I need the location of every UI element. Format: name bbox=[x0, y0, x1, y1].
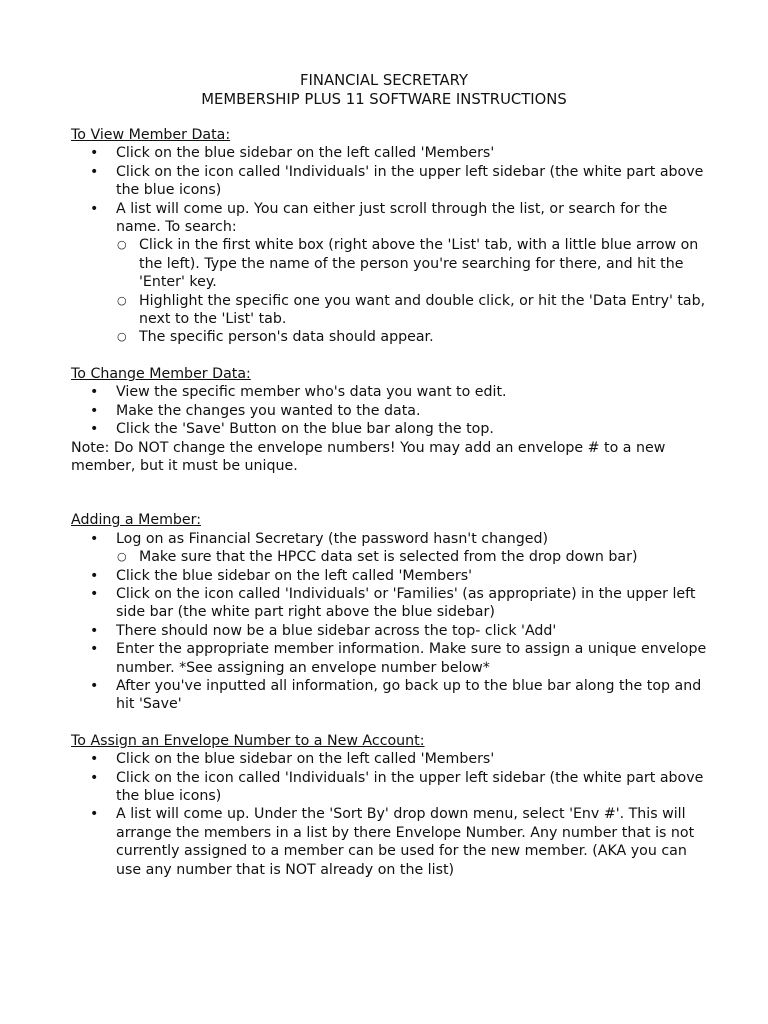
sub-list-item bbox=[116, 328, 711, 346]
sub-bullet-list bbox=[116, 548, 711, 566]
bullet-list bbox=[71, 383, 711, 438]
list-item-text: Click on the icon called 'Individuals' or 'Families' (as appropriate) in the upper left side bar (the white part right above the blue sidebar) bbox=[116, 585, 696, 621]
title-line-1: FINANCIAL SECRETARY bbox=[300, 72, 468, 89]
sub-list-item-text: Click in the first white box (right above the 'List' tab, with a little blue arrow on the left). Type the name of the person you're searching for there, and hit the 'Enter' key. bbox=[139, 237, 699, 291]
bullet-icon: • bbox=[90, 530, 99, 547]
list-item bbox=[71, 769, 711, 806]
bullet-icon: • bbox=[90, 622, 99, 639]
list-item bbox=[71, 640, 711, 677]
list-item-text: A list will come up. You can either just scroll through the list, or search for the name. To search: bbox=[116, 200, 668, 236]
list-item-text: There should now be a blue sidebar across the top- click 'Add' bbox=[116, 622, 557, 639]
bullet-icon: • bbox=[90, 751, 99, 768]
section-heading: To Assign an Envelope Number to a New Account: bbox=[71, 732, 425, 749]
list-item bbox=[71, 144, 711, 162]
sub-list-item bbox=[116, 292, 711, 329]
section-heading: To View Member Data: bbox=[71, 127, 231, 143]
sub-list-item-text: Highlight the specific one you want and double click, or hit the 'Data Entry' tab, next to the 'List' tab. bbox=[139, 292, 706, 328]
spacer bbox=[71, 714, 711, 732]
list-item-text: Click on the blue sidebar on the left called 'Members' bbox=[116, 751, 495, 768]
bullet-list bbox=[71, 750, 711, 879]
bullet-icon: • bbox=[90, 677, 99, 694]
list-item-text: Click on the icon called 'Individuals' in the upper left sidebar (the white part above the blue icons) bbox=[116, 769, 704, 804]
list-item bbox=[71, 567, 711, 585]
list-item-text: Click on the blue sidebar on the left called 'Members' bbox=[116, 145, 495, 162]
bullet-icon: • bbox=[90, 163, 99, 180]
section-change-member-data bbox=[71, 365, 711, 475]
bullet-icon: • bbox=[90, 421, 99, 438]
bullet-list bbox=[71, 530, 711, 714]
list-item bbox=[71, 622, 711, 640]
bullet-icon: • bbox=[90, 769, 99, 786]
bullet-list bbox=[71, 144, 711, 346]
list-item-text: After you've inputted all information, go back up to the blue bar along the top and hit 'Save' bbox=[116, 677, 702, 713]
title-line-2: MEMBERSHIP PLUS 11 SOFTWARE INSTRUCTIONS bbox=[201, 91, 567, 108]
list-item-text: Log on as Financial Secretary (the password hasn't changed) bbox=[116, 530, 549, 547]
section-view-member-data bbox=[71, 126, 711, 347]
bullet-icon: • bbox=[90, 585, 99, 602]
circle-bullet-icon: ○ bbox=[117, 550, 127, 564]
section-heading: Adding a Member: bbox=[71, 512, 202, 529]
list-item bbox=[71, 383, 711, 401]
sub-list-item bbox=[116, 548, 711, 566]
document-title bbox=[0, 71, 768, 109]
list-item bbox=[71, 163, 711, 200]
bullet-icon: • bbox=[90, 641, 99, 658]
list-item-text: Click on the icon called 'Individuals' in the upper left sidebar (the white part above the blue icons) bbox=[116, 163, 704, 199]
circle-bullet-icon: ○ bbox=[117, 238, 127, 252]
section-adding-member bbox=[71, 511, 711, 713]
sub-list-item bbox=[116, 236, 711, 291]
bullet-icon: • bbox=[90, 145, 99, 162]
spacer bbox=[71, 347, 711, 365]
list-item-text: Click the 'Save' Button on the blue bar along the top. bbox=[116, 421, 494, 438]
list-item bbox=[71, 805, 711, 879]
sub-list-item-text: Make sure that the HPCC data set is selected from the drop down bar) bbox=[139, 549, 638, 566]
section-heading: To Change Member Data: bbox=[71, 365, 251, 382]
sub-bullet-list bbox=[116, 236, 711, 346]
circle-bullet-icon: ○ bbox=[117, 330, 127, 344]
bullet-icon: • bbox=[90, 384, 99, 401]
spacer bbox=[71, 475, 711, 511]
list-item bbox=[71, 585, 711, 622]
section-assign-envelope-number bbox=[71, 732, 711, 879]
circle-bullet-icon: ○ bbox=[117, 293, 127, 307]
list-item-text: A list will come up. Under the 'Sort By' drop down menu, select 'Env #'. This will arrange the members in a list by there Envelope Number. Any number that is not currently assigned to a member can be used for the new member. (AKA you can use any number that is NOT already on the list) bbox=[116, 806, 695, 878]
list-item bbox=[71, 420, 711, 438]
list-item bbox=[71, 530, 711, 567]
list-item-text: View the specific member who's data you want to edit. bbox=[116, 384, 507, 401]
list-item-text: Make the changes you wanted to the data. bbox=[116, 402, 421, 419]
note-text: Note: Do NOT change the envelope numbers! You may add an envelope # to a new member, but it must be unique. bbox=[71, 439, 666, 474]
list-item bbox=[71, 200, 711, 347]
list-item-text: Click the blue sidebar on the left called 'Members' bbox=[116, 567, 473, 584]
list-item-text: Enter the appropriate member information. Make sure to assign a unique envelope number. *See assigning an envelope number below* bbox=[116, 641, 707, 676]
bullet-icon: • bbox=[90, 806, 99, 823]
bullet-icon: • bbox=[90, 567, 99, 584]
document-body bbox=[71, 126, 711, 879]
bullet-icon: • bbox=[90, 200, 99, 217]
list-item bbox=[71, 402, 711, 420]
list-item bbox=[71, 677, 711, 714]
sub-list-item-text: The specific person's data should appear. bbox=[139, 329, 434, 346]
bullet-icon: • bbox=[90, 402, 99, 419]
list-item bbox=[71, 750, 711, 768]
